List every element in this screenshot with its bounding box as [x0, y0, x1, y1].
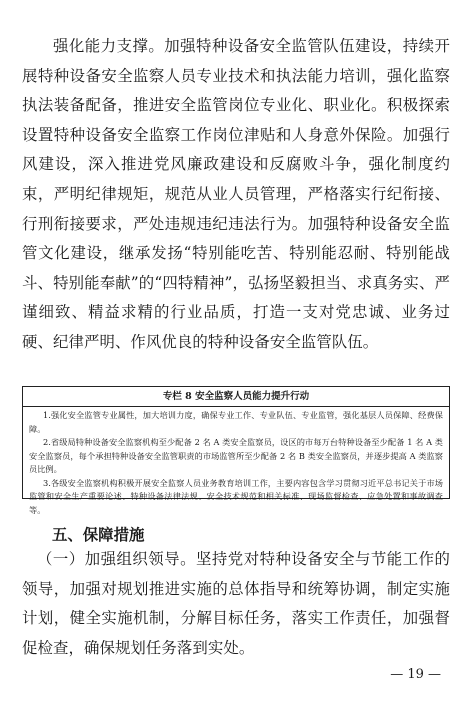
- column-box-body: [29, 409, 443, 517]
- column-box-item-1: 1.强化安全监管专业属性，加大培训力度，确保专业工作、专业队伍、专业监管，强化基层人员保障、经费保障。: [29, 410, 443, 434]
- page-number: — 19 —: [390, 667, 441, 682]
- column-box-8: [22, 386, 450, 515]
- column-box-title: 专栏 8 安全监察人员能力提升行动: [23, 387, 449, 407]
- column-box-item-2: 2.省级局特种设备安全监察机构至少配备 2 名 A 类安全监察员，设区的市每万台特种设备至少配备 1 名 A 类安全监察员，每个承担特种设备安全监管职责的市场监管所至少配备 2 名 B 类安全监察员，并逐步提高 A 类监察员比例。: [29, 437, 443, 474]
- section-heading-safeguards: 五、保障措施: [52, 526, 145, 544]
- body-paragraph-organization-leadership: （一）加强组织领导。坚持党对特种设备安全与节能工作的领导，加强对规划推进实施的总体指导和统筹协调，制定实施计划，健全实施机制，分解目标任务，落实工作责任，加强督促检查，确保规划任务落到实处。: [22, 550, 450, 657]
- column-box-item-3: 3.各级安全监察机构积极开展安全监察人员业务教育培训工作，主要内容包含学习贯彻习近平总书记关于市场监管和安全生产重要论述、特种设备法律法规、安全技术规范和相关标准、现场监督检查、应急处置和事故调查等。: [29, 477, 443, 515]
- body-paragraph-capacity-support: 强化能力支撑。加强特种设备安全监管队伍建设，持续开展特种设备安全监察人员专业技术和执法能力培训，强化监察执法装备配备，推进安全监管岗位专业化、职业化。积极探索设置特种设备安全监察工作岗位津贴和人身意外保险。加强行风建设，深入推进党风廉政建设和反腐败斗争，强化制度约束，严明纪律规矩，规范从业人员管理，严格落实行纪衔接、行刑衔接要求，严处违规违纪违法行为。加强特种设备安全监管文化建设，继承发扬“特别能吃苦、特别能忍耐、特别能战斗、特别能奉献”的“四特精神”，弘扬坚毅担当、求真务实、严谨细致、精益求精的行业品质，打造一支对党忠诚、业务过硬、纪律严明、作风优良的特种设备安全监管队伍。: [22, 37, 450, 351]
